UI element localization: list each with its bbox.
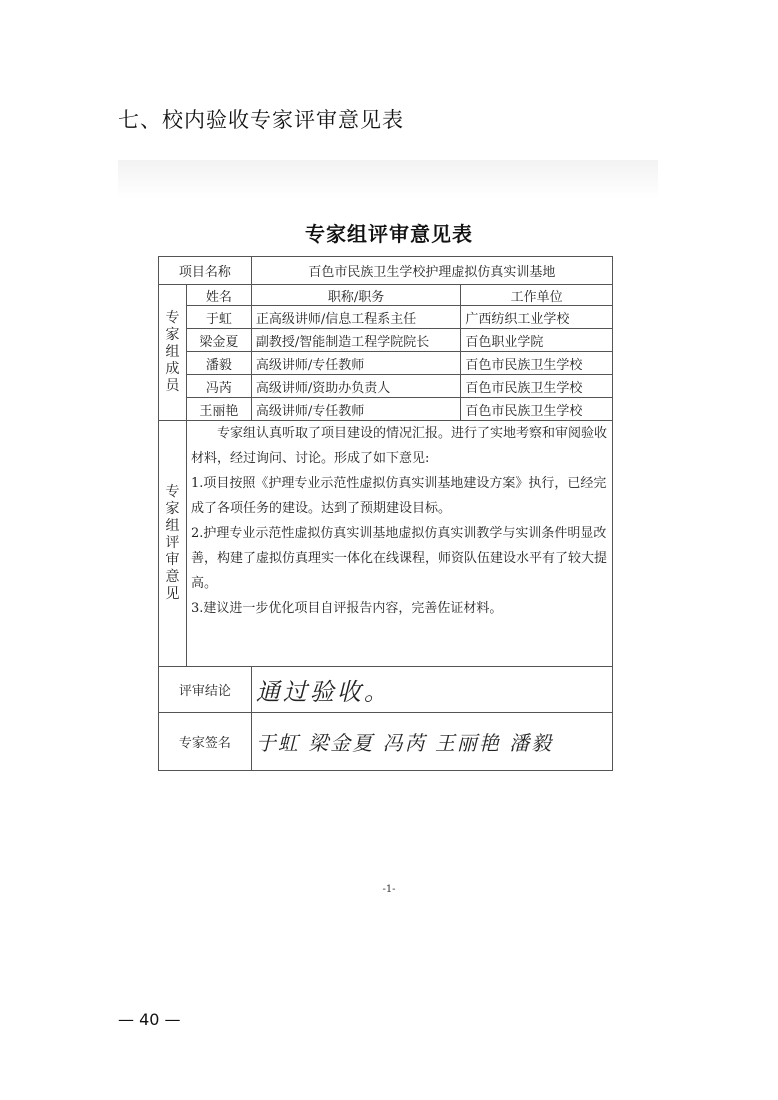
member-name: 潘毅: [186, 352, 251, 375]
opinion-row: [159, 421, 613, 667]
member-row: [159, 375, 613, 398]
members-header-row: [159, 285, 613, 306]
member-unit: 百色职业学院: [461, 329, 613, 352]
member-row: [159, 352, 613, 375]
member-title: 高级讲师/专任教师: [251, 398, 460, 421]
members-label: 专 家 组 成 员: [159, 285, 187, 421]
opinion-intro: 专家组认真听取了项目建设的情况汇报。进行了实地考察和审阅验收材料，经过询问、讨论。形成了如下意见:: [190, 426, 607, 466]
member-unit: 百色市民族卫生学校: [461, 375, 613, 398]
member-name: 梁金夏: [186, 329, 251, 352]
opinion-label: 专 家 组 评 审 意 见: [159, 421, 187, 667]
member-name: 王丽艳: [186, 398, 251, 421]
scan-artifact-band: [118, 160, 658, 200]
member-unit: 百色市民族卫生学校: [461, 398, 613, 421]
project-row: [159, 257, 613, 285]
member-unit: 百色市民族卫生学校: [461, 352, 613, 375]
member-title: 高级讲师/资助办负责人: [251, 375, 460, 398]
member-title: 正高级讲师/信息工程系主任: [251, 306, 460, 329]
member-row: [159, 398, 613, 421]
page-heading: 七、校内验收专家评审意见表: [118, 108, 404, 132]
project-name: 百色市民族卫生学校护理虚拟仿真实训基地: [251, 257, 612, 285]
member-name: 于虹: [186, 306, 251, 329]
signature-row: [159, 713, 613, 771]
member-title: 副教授/智能制造工程学院院长: [251, 329, 460, 352]
conclusion-handwriting: 通过验收。: [251, 667, 612, 713]
inner-page-number: -1-: [382, 884, 396, 895]
opinion-text: [186, 421, 612, 667]
member-name: 冯芮: [186, 375, 251, 398]
review-form-table: [158, 256, 613, 771]
page-number: — 40 —: [118, 1010, 181, 1029]
conclusion-row: [159, 667, 613, 713]
header-name: 姓名: [186, 285, 251, 306]
header-unit: 工作单位: [461, 285, 613, 306]
project-label: 项目名称: [159, 257, 252, 285]
header-title: 职称/职务: [251, 285, 460, 306]
member-row: [159, 306, 613, 329]
conclusion-label: 评审结论: [159, 667, 252, 713]
opinion-point: 2.护理专业示范性虚拟仿真实训基地虚拟仿真实训教学与实训条件明显改善，构建了虚拟仿真理实一体化在线课程，师资队伍建设水平有了较大提高。: [190, 526, 607, 591]
member-title: 高级讲师/专任教师: [251, 352, 460, 375]
member-row: [159, 329, 613, 352]
signature-label: 专家签名: [159, 713, 252, 771]
signature-handwriting: 于虹 梁金夏 冯芮 王丽艳 潘毅: [251, 713, 612, 771]
member-unit: 广西纺织工业学校: [461, 306, 613, 329]
opinion-point: 1.项目按照《护理专业示范性虚拟仿真实训基地建设方案》执行，已经完成了各项任务的建设。达到了预期建设目标。: [190, 476, 607, 516]
form-title: 专家组评审意见表: [305, 222, 473, 246]
opinion-point: 3.建议进一步优化项目自评报告内容，完善佐证材料。: [190, 601, 503, 616]
